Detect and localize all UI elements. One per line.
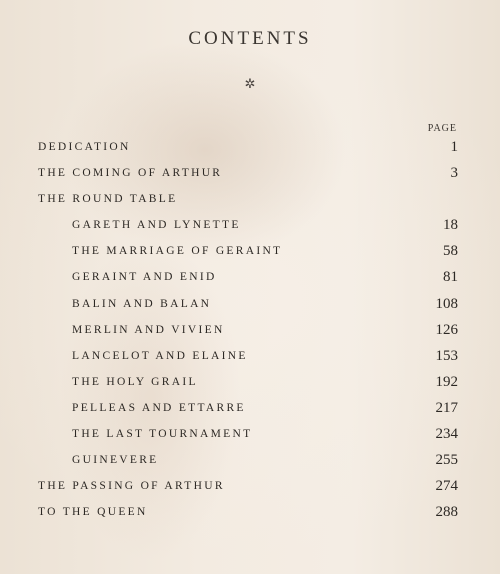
contents-entry	[0, 267, 500, 293]
entry-page-number: 81	[443, 269, 458, 286]
entry-page-number: 217	[435, 399, 458, 416]
page-title: CONTENTS	[188, 28, 312, 49]
contents-entry	[0, 137, 500, 163]
contents-entry	[0, 294, 500, 320]
entry-title: THE MARRIAGE OF GERAINT	[72, 245, 283, 258]
entry-title: BALIN AND BALAN	[72, 297, 212, 310]
contents-entry	[0, 476, 500, 502]
entry-title: THE LAST TOURNAMENT	[72, 428, 253, 441]
entry-title: GARETH AND LYNETTE	[72, 219, 241, 232]
entry-page-number: 58	[443, 243, 458, 260]
contents-entry	[0, 372, 500, 398]
entry-title: MERLIN AND VIVIEN	[72, 323, 225, 336]
entry-title: THE COMING OF ARTHUR	[38, 167, 223, 180]
contents-entry	[0, 320, 500, 346]
entry-title: LANCELOT AND ELAINE	[72, 349, 248, 362]
entry-title: PELLEAS AND ETTARRE	[72, 401, 246, 414]
entry-title: THE HOLY GRAIL	[72, 375, 198, 388]
contents-entry	[0, 450, 500, 476]
entry-page-number: 18	[443, 217, 458, 234]
page-column-label: PAGE	[427, 123, 457, 134]
entry-page-number: 108	[435, 295, 458, 312]
contents-entry	[0, 189, 500, 215]
entry-page-number: 1	[450, 139, 458, 155]
entry-page-number: 255	[435, 452, 458, 469]
entry-title: THE PASSING OF ARTHUR	[38, 480, 225, 493]
entry-title: TO THE QUEEN	[38, 506, 148, 519]
contents-entry	[0, 241, 500, 267]
contents-entry	[0, 502, 500, 528]
entry-title: DEDICATION	[38, 141, 131, 153]
entry-page-number: 126	[435, 321, 458, 338]
contents-list	[0, 137, 500, 528]
entry-page-number: 234	[435, 426, 458, 443]
entry-title: GUINEVERE	[72, 454, 159, 467]
entry-page-number: 274	[435, 478, 458, 495]
contents-entry	[0, 163, 500, 189]
contents-entry	[0, 215, 500, 241]
entry-title: GERAINT AND ENID	[72, 271, 217, 284]
contents-entry	[0, 424, 500, 450]
entry-page-number: 288	[435, 504, 458, 521]
entry-page-number: 192	[435, 373, 458, 390]
ornament-icon: ✲	[244, 76, 256, 91]
contents-entry	[0, 346, 500, 372]
entry-page-number: 153	[435, 347, 458, 364]
contents-entry	[0, 398, 500, 424]
entry-page-number: 3	[450, 165, 458, 182]
entry-title: THE ROUND TABLE	[38, 193, 178, 206]
